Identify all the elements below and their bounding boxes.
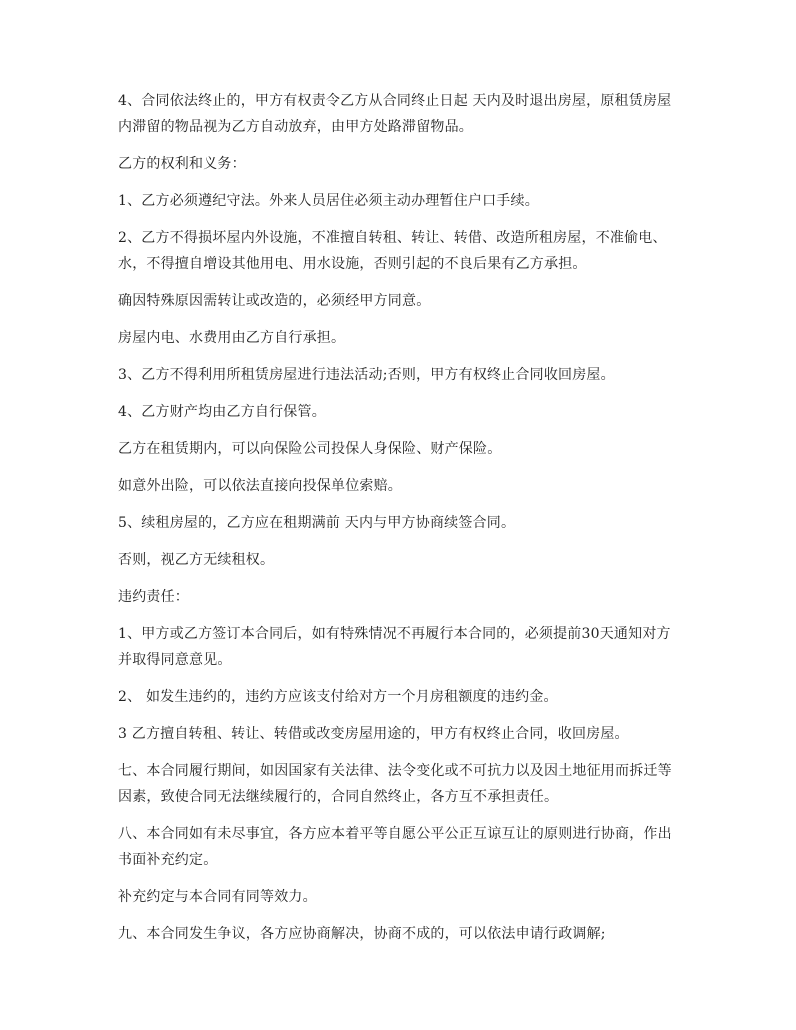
- paragraph-tenant-5: 5、续租房屋的，乙方应在租期满前 天内与甲方协商续签合同。: [118, 515, 516, 531]
- paragraph-supplement-effect: 补充约定与本合同有同等效力。: [118, 889, 317, 905]
- document-body: [118, 88, 683, 958]
- paragraph-claims: 如意外出险，可以依法直接向投保单位索赔。: [118, 478, 402, 494]
- paragraph-article-7: 七、本合同履行期间，如因国家有关法律、法令变化或不可抗力以及因土地征用而拆迁等因素，致使合同无法继续履行的，合同自然终止，各方互不承担责任。: [118, 763, 672, 805]
- paragraph-special-transfer: 确因特殊原因需转让或改造的，必须经甲方同意。: [118, 293, 431, 309]
- paragraph-no-renewal: 否则，视乙方无续租权。: [118, 552, 275, 568]
- paragraph-clause-4-termination: 4、合同依法终止的，甲方有权责令乙方从合同终止日起 天内及时退出房屋，原租赁房屋内滞留的物品视为乙方自动放弃，由甲方处路滞留物品。: [118, 93, 672, 135]
- paragraph-tenant-4: 4、乙方财产均由乙方自行保管。: [118, 404, 326, 420]
- paragraph-insurance: 乙方在租赁期内，可以向保险公司投保人身保险、财产保险。: [118, 441, 502, 457]
- paragraph-tenant-3: 3、乙方不得利用所租赁房屋进行违法活动;否则，甲方有权终止合同收回房屋。: [118, 367, 615, 383]
- paragraph-tenant-2: 2、乙方不得损坏屋内外设施，不准擅自转租、转让、转借、改造所租房屋，不准偷电、水，不得擅自增设其他用电、用水设施，否则引起的不良后果有乙方承担。: [118, 230, 667, 272]
- paragraph-breach-2: 2、 如发生违约的，违约方应该支付给对方一个月房租额度的违约金。: [118, 689, 558, 705]
- paragraph-utilities: 房屋内电、水费用由乙方自行承担。: [118, 330, 346, 346]
- paragraph-article-8: 八、本合同如有未尽事宜，各方应本着平等自愿公平公正互谅互让的原则进行协商，作出书面补充约定。: [118, 826, 672, 868]
- paragraph-breach-1: 1、甲方或乙方签订本合同后，如有特殊情况不再履行本合同的，必须提前30天通知对方并取得同意意见。: [118, 626, 671, 668]
- heading-breach-liability: 违约责任：: [118, 589, 189, 605]
- paragraph-tenant-1: 1、乙方必须遵纪守法。外来人员居住必须主动办理暂住户口手续。: [118, 193, 539, 209]
- paragraph-article-9: 九、本合同发生争议，各方应协商解决，协商不成的，可以依法申请行政调解;: [118, 926, 606, 942]
- heading-tenant-rights: 乙方的权利和义务：: [118, 156, 246, 172]
- paragraph-breach-3: 3 乙方擅自转租、转让、转借或改变房屋用途的，甲方有权终止合同，收回房屋。: [118, 726, 629, 742]
